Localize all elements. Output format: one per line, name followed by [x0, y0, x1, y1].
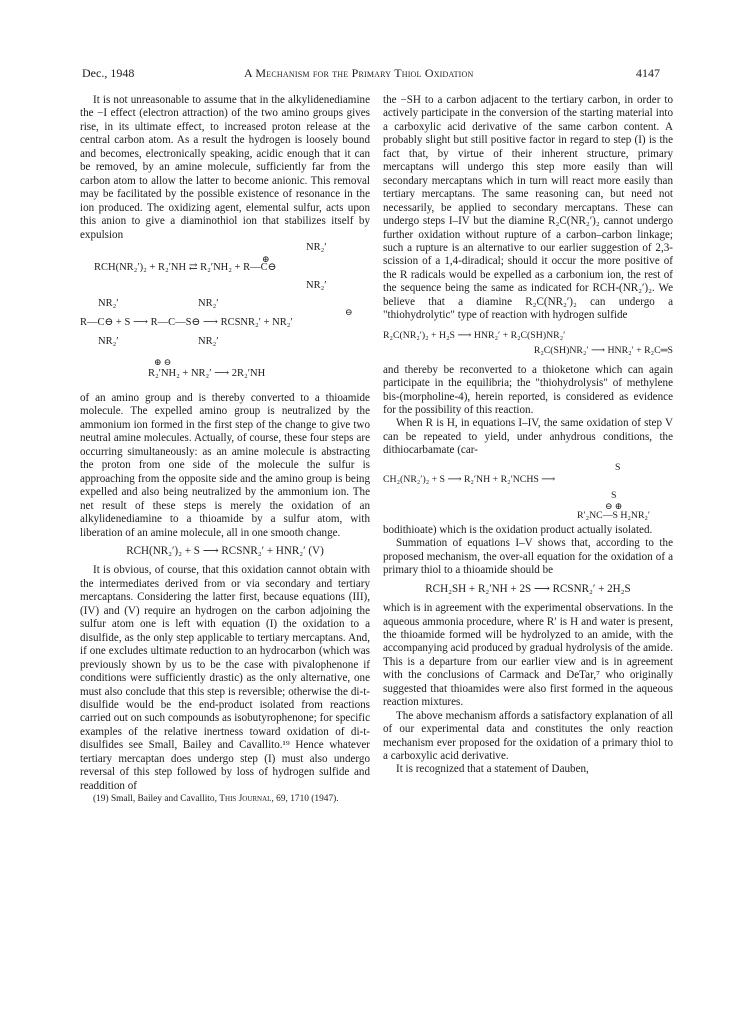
charge-symbol: ⊖: [345, 306, 353, 317]
paragraph: of an amino group and is thereby converted to a thioamide molecule. The expelled amino group is neutralized by the ammonium ion formed in the first step of the change to give two neutral amine molecules. Actually, of course, these four steps are occurring simultaneously: as an amine molecule is abstracting the proton from one side of the molecule the sulfur is approaching from the opposite side and the amino group is being expelled and also being neutralized by the ammonium ion. The net result of these steps is merely the oxidation of an alkylidenediamine to a thioamide by a sulfur atom, with liberation of an amine molecule, all in one smooth change.: [80, 391, 370, 539]
charge-symbol: ⊕ ⊖: [154, 356, 172, 367]
scheme-label: NR₂′: [306, 241, 327, 253]
thiohydrolysis-equation-2: R₂C(SH)NR₂′ ⟶ HNR₂′ + R₂C═S: [533, 345, 673, 357]
equation-v: RCH(NR₂′)₂ + S ⟶ RCSNR₂′ + HNR₂′ (V): [126, 544, 324, 557]
paragraph: When R is H, in equations I–IV, the same oxidation of step V can be repeated to yield, under anhydrous conditions, the dithiocarbamate (car-: [383, 417, 673, 457]
scheme-label: NR₂′: [98, 335, 119, 347]
scheme-label: S: [611, 489, 617, 501]
overall-equation: RCH₂SH + R₂′NH + 2S ⟶ RCSNR₂′ + 2H₂S: [425, 582, 631, 595]
charge-symbol: ⊕: [262, 253, 270, 264]
paragraph: The above mechanism affords a satisfactory explanation of all of our experimental data and constitutes the only reaction mechanism ever proposed for the oxidation of a primary thiol to a carboxylic acid derivative.: [383, 709, 673, 763]
paragraph: It is not unreasonable to assume that in the alkylidenediamine the −I effect (electron attraction) of the two amino groups gives rise, in its ultimate effect, to increased proton release at the central carbon atom. As a result the hydrogen is loosely bound and becomes, electronically speaking, acidic enough that it can be removed, by an amine molecule, sufficiently far from the carbon atom to allow the latter to become anionic. This removal may be facilitated by the possible existence of resonance in the ion produced. The oxidizing agent, elemental sulfur, acts upon this anion to give a diaminothiol ion that stabilizes itself by expulsion: [80, 94, 370, 241]
header-title: A Mechanism for the Primary Thiol Oxidation: [244, 66, 474, 80]
paragraph: It is recognized that a statement of Dauben,: [396, 763, 589, 776]
paragraph: which is in agreement with the experimental observations. In the aqueous ammonia procedure, where R′ is H and water is present, the thioamide formed will be hydrolyzed to an amide, with the accompanying acid produced by gradual hydrolysis of the amide. This is a departure from our earlier view and is in agreement with the conclusions of Carmack and DeTar,⁷ who originally suggested that thioamides were also first formed in the aqueous reaction mixtures.: [383, 602, 673, 709]
paragraph: Summation of equations I–V shows that, according to the proposed mechanism, the over-all equation for the oxidation of a primary thiol to a thioamide should be: [383, 537, 673, 577]
right-column: [383, 94, 673, 777]
scheme-1: [80, 242, 370, 294]
footnote: (19) Small, Bailey and Cavallito, This Journal, 69, 1710 (1947).: [93, 794, 339, 805]
scheme-label: R′₂NC—S H₂NR₂′: [577, 509, 651, 521]
paragraph: and thereby be reconverted to a thioketone which can again participate in the equilibria; the "thiohydrolysis" of methylene bis-(morpholine-4), herein reported, is considered as evidence for the possibility of this reaction.: [383, 363, 673, 416]
equation: R₂′NH₂ + NR₂′ ⟶ 2R₂′NH: [148, 367, 266, 379]
scheme-label: S: [615, 461, 621, 473]
thiohydrolysis-equation-1: R₂C(NR₂′)₂ + H₂S ⟶ HNR₂′ + R₂C(SH)NR₂′: [383, 329, 566, 341]
scheme-label: NR₂′: [306, 279, 327, 291]
equation: RCH(NR₂′)₂ + R₂′NH ⇄ R₂′NH₂ + R—C⊖: [94, 261, 277, 273]
equation: R—C⊖ + S ⟶ R—C—S⊖ ⟶ RCSNR₂′ + NR₂′: [80, 316, 293, 328]
scheme-2: [80, 298, 370, 354]
left-column: [80, 94, 370, 805]
header-page-number: 4147: [636, 66, 660, 80]
paragraph: bodithioate) which is the oxidation product actually isolated.: [383, 523, 653, 536]
scheme-label: NR₂′: [198, 297, 219, 309]
scheme-label: NR₂′: [98, 297, 119, 309]
journal-name: This Journal: [219, 794, 272, 805]
scheme-3: [80, 356, 370, 386]
paragraph: It is obvious, of course, that this oxidation cannot obtain with the intermediates derived from or via secondary and tertiary mercaptans. Considering the latter first, because equations (III), (IV) and (V) require an hydrogen on the carbon adjoining the sulfur atom one is left with equation (I) the oxidation to a disulfide, as the only step applicable to tertiary mercaptans. And, if one excludes ultimate reduction to an hydrocarbon (which was previously shown by us to be the case with pivalophenone if conditions were sufficiently drastic) as the only alternative, one must also conclude that this step is reversible; otherwise the di-t-disulfide would be the end-product isolated from reactions carried out on such compounds as isobutyrophenone; for specific examples of the relative inertness toward oxidation of di-t-disulfides see Small, Bailey and Cavallito.¹⁹ Hence whatever tertiary mercaptan does undergo step (I) must also undergo reversal of this step followed by loss of hydrogen sulfide and readdition of: [80, 564, 370, 792]
charge-symbol: ⊖ ⊕: [605, 500, 623, 511]
header-date: Dec., 1948: [82, 66, 135, 80]
scheme-label: NR₂′: [198, 335, 219, 347]
equation: CH₂(NR₂′)₂ + S ⟶ R₂′NH + R₂′NCHS ⟶: [383, 473, 556, 485]
paragraph: the −SH to a carbon adjacent to the tertiary carbon, in order to actively participate in the conversion of the starting material into a carboxylic acid derivative of the same carbon content. A probably slight but still positive factor in regard to step (I) is the fact that, by virtue of their inherent structure, primary mercaptans will undergo this step more easily than will secondary mercaptans which in turn will react more easily than tertiary mercaptans. The same reasoning can, but need not necessarily, be applied to secondary mercaptans. These can undergo steps I–IV but the diamine R₂C(NR₂′)₂ cannot undergo further oxidation without rupture of a carbon–carbon linkage; such a rupture is an alternative to our earlier suggestion of 2,3-scission of a 1,4-diradical; should it occur the more positive of the R radicals would be expelled as a carbonium ion, the rest of the sequence being the same as indicated for RCH-(NR₂′)₂. We believe that a diamine R₂C(NR₂′)₂ can undergo a "thiohydrolytic" type of reaction with hydrogen sulfide: [383, 94, 673, 322]
scheme-4: [383, 462, 673, 524]
